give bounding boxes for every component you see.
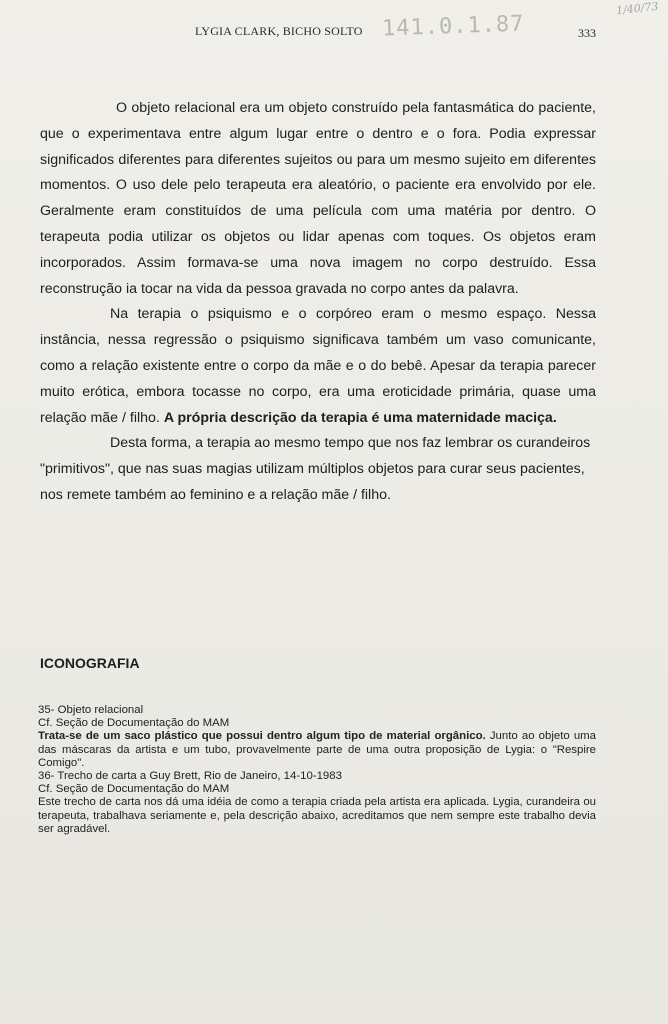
paragraph-1: O objeto relacional era um objeto construído pela fantasmática do paciente, que o experimentava entre algum lugar entre o dentro e o fora. Podia expressar significados diferentes para diferentes sujeitos ou para um mesmo sujeito em diferentes momentos. O uso dele pelo terapeuta era aleatório, o paciente era envolvido por ele. Geralmente eram constituídos de uma película com uma matéria por dentro. O terapeuta podia utilizar os objetos ou lidar apenas com toques. Os objetos eram incorporados. Assim formava-se uma nova imagem no corpo destruído. Essa reconstrução ia tocar na vida da pessoa gravada no corpo antes da palavra.	[40, 100, 596, 297]
corner-pencil-note: 1/40/73	[615, 0, 659, 18]
page-number: 333	[578, 26, 596, 40]
handwritten-stamp: 141.0.1.87	[381, 11, 525, 42]
note-35-bold: Trata-se de um saco plástico que possui dentro algum tipo de material orgânico.	[38, 730, 486, 743]
section-heading: ICONOGRAFIA	[40, 655, 140, 671]
iconography-notes	[38, 704, 596, 836]
body-text	[40, 96, 596, 509]
note-36-title: 36- Trecho de carta a Guy Brett, Rio de Janeiro, 14-10-1983	[38, 770, 342, 783]
paragraph-2-bold: A própria descrição da terapia é uma maternidade maciça.	[163, 409, 557, 426]
note-36-source: Cf. Seção de Documentação do MAM	[38, 783, 230, 796]
note-35-rest: Junto ao objeto uma das máscaras da artista e um tubo, provavelmente parte de uma outra proposição de Lygia: o "Respire Comigo".	[38, 730, 596, 769]
paragraph-2-text: Na terapia o psiquismo e o corpóreo eram o mesmo espaço. Nessa instância, nessa regressão o psiquismo significava também um vaso comunicante, como a relação existente entre o corpo da mãe e o do bebê. Apesar da terapia parecer muito erótica, embora tocasse no corpo, era uma eroticidade primária, quase uma relação mãe / filho.	[40, 306, 596, 426]
note-36-description: Este trecho de carta nos dá uma idéia de como a terapia criada pela artista era aplicada. Lygia, curandeira ou terapeuta, trabalhava seriamente e, pela descrição abaixo, acreditamos que nem sempre este trabalho devia ser agradável.	[38, 796, 596, 835]
running-title: LYGIA CLARK, BICHO SOLTO	[195, 24, 363, 38]
note-35-source: Cf. Seção de Documentação do MAM	[38, 717, 230, 730]
paragraph-3: Desta forma, a terapia ao mesmo tempo que nos faz lembrar os curandeiros "primitivos", que nas suas magias utilizam múltiplos objetos para curar seus pacientes, nos remete também ao feminino e a relação mãe / filho.	[40, 435, 591, 503]
paragraph-2	[40, 302, 596, 431]
note-35-description	[38, 730, 596, 770]
note-35-title: 35- Objeto relacional	[38, 704, 144, 716]
